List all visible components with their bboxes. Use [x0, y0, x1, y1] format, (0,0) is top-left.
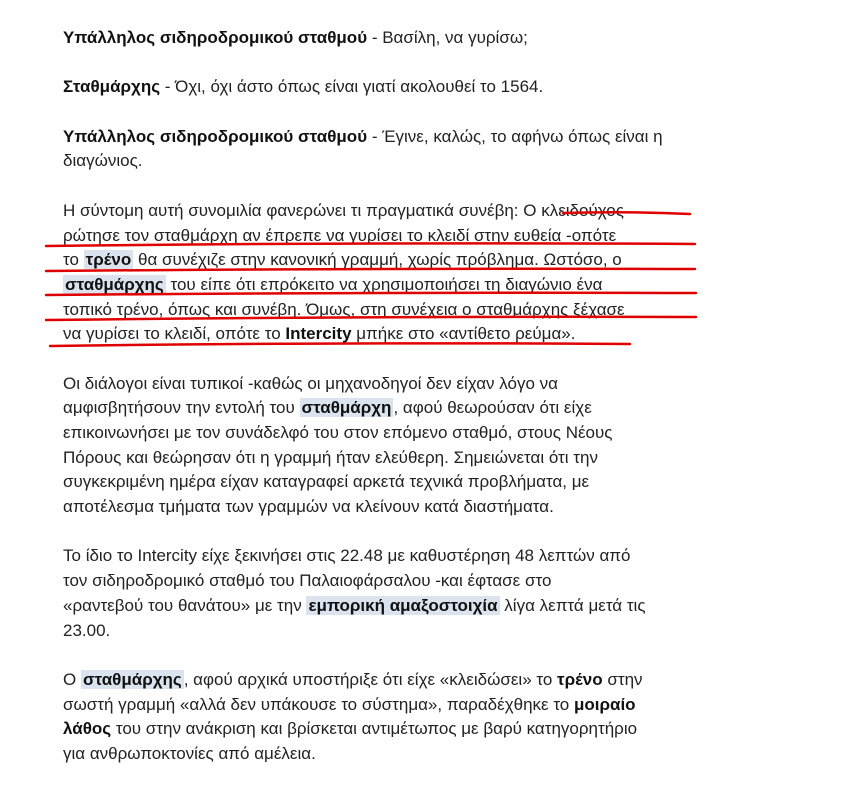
text-segment: - Έγινε, καλώς, το αφήνω όπως είναι η [367, 126, 663, 146]
text-line [63, 372, 663, 397]
text-line [63, 149, 663, 174]
text-segment: , αφού θεωρούσαν ότι είχε [393, 398, 592, 418]
text-line [63, 125, 663, 150]
text-segment: Η σύντομη αυτή συνομιλία φανερώνει τι πραγματικά συνέβη: Ο κλειδούχος [63, 200, 624, 220]
text-line [63, 668, 663, 693]
text-segment: για ανθρωποκτονίες από αμέλεια. [63, 743, 316, 763]
bold-text: Υπάλληλος σιδηροδρομικού σταθμού [63, 126, 368, 146]
text-line [63, 742, 663, 767]
text-segment: μπήκε στο «αντίθετο ρεύμα». [351, 324, 576, 344]
paragraph [63, 668, 663, 767]
text-segment: - Όχι, όχι άστο όπως είναι γιατί ακολουθεί το 1564. [160, 77, 544, 97]
text-line [63, 693, 663, 718]
text-segment: - Βασίλη, να γυρίσω; [367, 28, 528, 47]
text-segment: θα συνέχιζε στην κανονική γραμμή, χωρίς πρόβλημα. Ωστόσο, ο [133, 250, 622, 270]
article-body [63, 26, 663, 791]
text-segment: 23.00. [63, 620, 111, 640]
bold-text: Intercity [285, 324, 352, 344]
text-segment: τοπικό τρένο, όπως και συνέβη. Όμως, στη συνέχεια ο σταθμάρχης ξέχασε [63, 299, 625, 319]
text-line [63, 322, 663, 347]
text-segment: Ο [63, 669, 81, 689]
bold-text: λάθος [63, 719, 112, 739]
text-segment: αποτέλεσμα τμήματα των γραμμών να κλείνουν κατά διαστήματα. [63, 497, 554, 517]
text-segment: λίγα λεπτά μετά τις [499, 595, 646, 615]
bold-text: τρένο [557, 669, 603, 689]
text-line [63, 446, 663, 471]
text-segment: , αφού αρχικά υποστήριξε ότι είχε «κλειδώσει» το [183, 669, 558, 689]
paragraph [63, 372, 663, 520]
text-segment: διαγώνιος. [63, 151, 143, 171]
highlighted-keyword: εμπορική αμαξοστοιχία [308, 595, 498, 615]
text-line [63, 273, 663, 298]
text-segment: τον σιδηροδρομικό σταθμό του Παλαιοφάρσαλου -και έφτασε στο [63, 571, 552, 591]
text-segment: συγκεκριμένη ημέρα είχαν καταγραφεί αρκετά τεχνικά προβλήματα, με [63, 472, 590, 492]
text-segment: Πόρους και θεώρησαν ότι η γραμμή ήταν ελεύθερη. Σημειώνεται ότι την [63, 447, 598, 467]
text-segment: σωστή γραμμή «αλλά δεν υπάκουσε το σύστημα», παραδέχθηκε το [63, 694, 574, 714]
highlighted-keyword: σταθμάρχη [301, 398, 392, 418]
bold-text: Υπάλληλος σιδηροδρομικού σταθμού [63, 28, 368, 47]
text-segment: «ραντεβού του θανάτου» με την [63, 595, 307, 615]
text-segment: να γυρίσει το κλειδί, οπότε το [63, 324, 286, 344]
text-line [63, 470, 663, 495]
text-segment: αμφισβητήσουν την εντολή του [63, 398, 300, 418]
text-line [63, 717, 663, 742]
text-line [63, 396, 663, 421]
paragraph [63, 199, 663, 347]
text-segment: ρώτησε τον σταθμάρχη αν έπρεπε να γυρίσει το κλειδί στην ευθεία -οπότε [63, 225, 617, 245]
text-line [63, 619, 663, 644]
bold-text: Σταθμάρχης [63, 77, 161, 97]
paragraph [63, 544, 663, 643]
text-segment: το [63, 250, 84, 270]
text-line [63, 199, 663, 224]
text-segment: Το ίδιο το Intercity είχε ξεκινήσει στις 22.48 με καθυστέρηση 48 λεπτών από [63, 546, 631, 566]
bold-text: μοιραίο [573, 694, 636, 714]
paragraph [63, 75, 663, 100]
highlighted-keyword: σταθμάρχης [65, 274, 164, 294]
paragraph [63, 26, 663, 51]
text-segment: επικοινωνήσει με τον συνάδελφό του στον επόμενο σταθμό, στους Νέους [63, 423, 613, 442]
text-line [63, 495, 663, 520]
text-line [63, 26, 663, 51]
text-line [63, 421, 663, 446]
text-segment: του είπε ότι επρόκειτο να χρησιμοποιήσει τη διαγώνιο ένα [165, 274, 603, 294]
text-line [63, 544, 663, 569]
text-line [63, 224, 663, 249]
paragraph [63, 125, 663, 174]
text-line [63, 75, 663, 100]
highlighted-keyword: τρένο [85, 250, 132, 270]
text-line [63, 569, 663, 594]
text-segment: του στην ανάκριση και βρίσκεται αντιμέτωπος με βαρύ κατηγορητήριο [111, 719, 638, 739]
text-line [63, 298, 663, 323]
highlighted-keyword: σταθμάρχης [82, 669, 182, 689]
text-segment: Οι διάλογοι είναι τυπικοί -καθώς οι μηχανοδηγοί δεν είχαν λόγο να [63, 373, 558, 393]
text-line [63, 248, 663, 273]
text-line [63, 594, 663, 619]
text-segment: στην [602, 669, 643, 689]
